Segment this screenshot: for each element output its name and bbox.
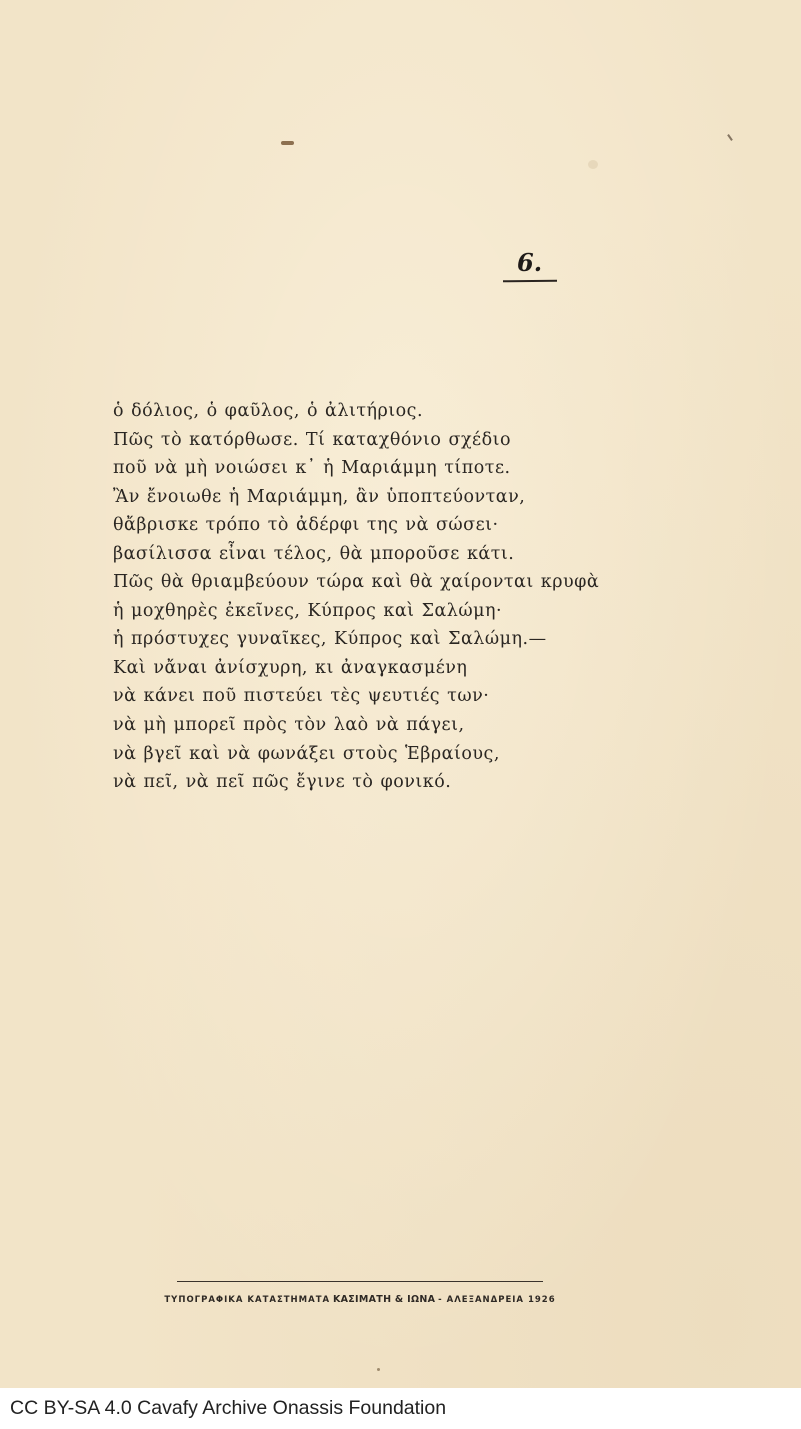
printer-prefix: ΤΥΠΟΓΡΑΦΙΚΑ ΚΑΤΑΣΤΗΜΑΤΑ bbox=[164, 1295, 331, 1305]
paper-stain bbox=[588, 160, 598, 169]
paper-speck bbox=[377, 1368, 380, 1371]
license-bar bbox=[0, 1388, 801, 1429]
poem-line: θἄβρισκε τρόπο τὸ ἀδέρφι της νὰ σώσει· bbox=[113, 515, 499, 536]
license-text: CC BY-SA 4.0 Cavafy Archive Onassis Foundation bbox=[10, 1397, 447, 1419]
poem-line: νὰ βγεῖ καὶ νὰ φωνάξει στοὺς Ἑβραίους, bbox=[113, 743, 500, 764]
poem-text bbox=[113, 397, 599, 797]
printer-place-year: - ΑΛΕΞΑΝΔΡΕΙΑ 1926 bbox=[438, 1295, 556, 1305]
poem-line: νὰ κάνει ποῦ πιστεύει τὲς ψευτιές των· bbox=[113, 686, 490, 707]
poem-line: Καὶ νἄναι ἀνίσχυρη, κι ἀναγκασμένη bbox=[113, 657, 468, 678]
paper-speck bbox=[727, 134, 733, 141]
poem-line: ποῦ νὰ μὴ νοιώσει κ᾽ ἡ Μαριάμμη τίποτε. bbox=[113, 458, 511, 479]
printer-imprint bbox=[120, 1292, 600, 1308]
poem-line: βασίλισσα εἶναι τέλος, θὰ μποροῦσε κάτι. bbox=[113, 543, 515, 564]
footer-divider bbox=[177, 1281, 543, 1282]
poem-line: ἡ πρόστυχες γυναῖκες, Κύπρος καὶ Σαλώμη.— bbox=[113, 629, 547, 650]
page-number-underline bbox=[503, 280, 557, 283]
poem-line: Πῶς τὸ κατόρθωσε. Τί καταχθόνιο σχέδιο bbox=[113, 429, 512, 450]
printer-name: ΚΑΣΙΜΑΤΗ & ΙΩΝΑ bbox=[332, 1294, 436, 1305]
poem-line: νὰ πεῖ, νὰ πεῖ πῶς ἔγινε τὸ φονικό. bbox=[113, 772, 452, 793]
poem-line: νὰ μὴ μπορεῖ πρὸς τὸν λαὸ νὰ πάγει, bbox=[113, 715, 465, 736]
poem-line: ἡ μοχθηρὲς ἐκεῖνες, Κύπρος καὶ Σαλώμη· bbox=[113, 600, 503, 621]
paper-speck bbox=[281, 141, 294, 145]
poem-line: ὁ δόλιος, ὁ φαῦλος, ὁ ἀλιτήριος. bbox=[113, 401, 424, 421]
poem-line: Πῶς θὰ θριαμβεύουν τώρα καὶ θὰ χαίρονται κρυφὰ bbox=[113, 572, 600, 593]
poem-line: Ἂν ἔνοιωθε ἡ Μαριάμμη, ἂν ὑποπτεύονταν, bbox=[113, 486, 526, 507]
handwritten-page-number: 6. bbox=[517, 248, 543, 277]
